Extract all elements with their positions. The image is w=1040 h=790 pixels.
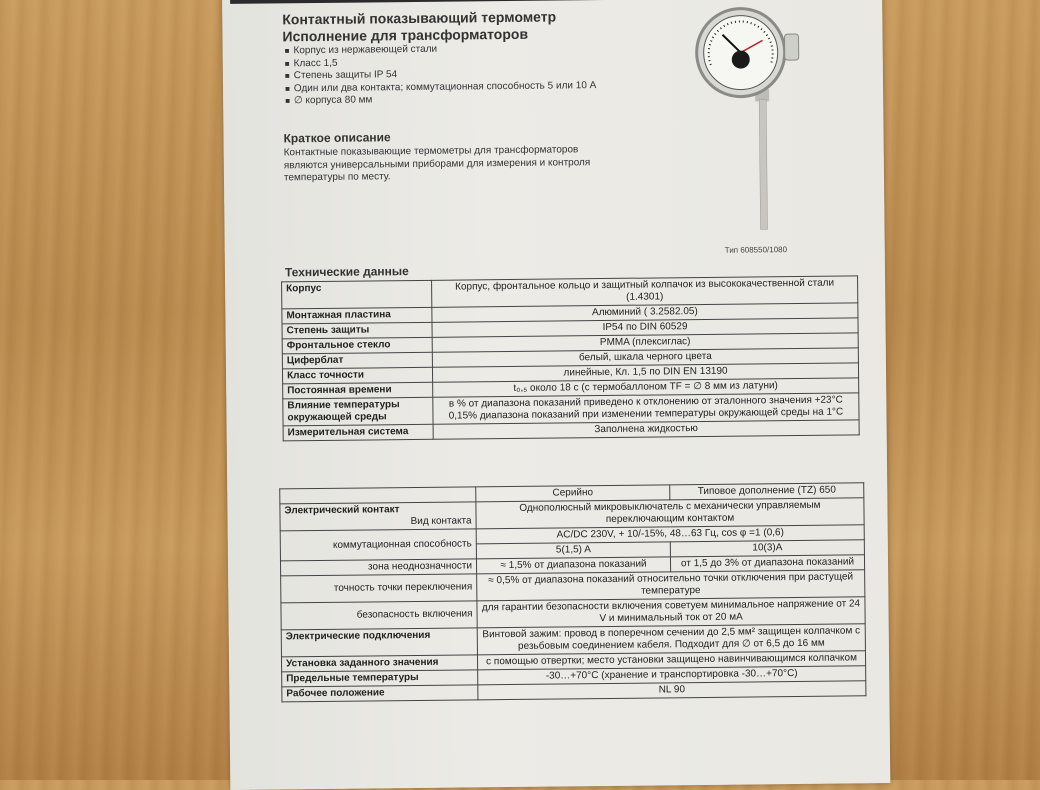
row-value: с помощью отвертки; место установки защищено навинчивающимся колпачком xyxy=(477,651,865,670)
title-line-2: Исполнение для трансформаторов xyxy=(282,25,529,45)
row-label: Фронтальное стекло xyxy=(282,337,432,354)
row-label: Электрические подключения xyxy=(281,628,477,657)
feature-item: ■ Класс 1,5 xyxy=(285,55,596,71)
image-caption: Тип 608550/1080 xyxy=(724,245,788,255)
page-title xyxy=(282,9,556,46)
row-label: Установка заданного значения xyxy=(281,655,477,672)
row-value-option: от 1,5 до 3% от диапазона показаний xyxy=(670,555,864,572)
row-value: NL 90 xyxy=(478,681,866,700)
row-label: Измерительная система xyxy=(283,424,433,441)
row-value: AC/DC 230V, + 10/-15%, 48…63 Гц, cos φ =1 (0,6) xyxy=(476,525,864,544)
row-value: Однополюсный микровыключатель с механически управляемым переключающим контактом xyxy=(476,498,864,529)
contact-data-table xyxy=(279,482,866,702)
row-value-option: 10(3)A xyxy=(670,540,864,557)
feature-item: ■ Корпус из нержавеющей стали xyxy=(285,42,596,58)
row-label: Рабочее положение xyxy=(282,685,478,702)
col-serial: Серийно xyxy=(476,485,670,502)
contact-type-label: Вид контакта xyxy=(410,515,472,528)
row-value: линейные, Кл. 1,5 по DIN EN 13190 xyxy=(432,363,858,382)
row-label: Влияние температуры окружающей среды xyxy=(283,397,433,426)
row-value: t₀,₅ около 18 с (с термобаллоном TF = ∅ 8 мм из латуни) xyxy=(433,378,859,397)
row-value: Корпус, фронтальное кольцо и защитный колпачок из высококачественной стали (1.4301) xyxy=(432,276,858,307)
datasheet-page xyxy=(222,0,890,790)
feature-item: ■ Степень защиты IP 54 xyxy=(285,67,596,83)
row-label: зона неоднозначности xyxy=(280,559,476,576)
row-label: Предельные температуры xyxy=(282,670,478,687)
row-label: коммутационная способность xyxy=(280,529,476,561)
tech-heading: Технические данные xyxy=(284,264,409,280)
row-label: Степень защиты xyxy=(282,322,432,339)
row-label: Корпус xyxy=(282,280,432,309)
row-value: белый, шкала черного цвета xyxy=(432,348,858,367)
row-label: безопасность включения xyxy=(281,601,477,630)
feature-item: ■ ∅ корпуса 80 мм xyxy=(285,92,596,108)
row-label: Монтажная пластина xyxy=(282,307,432,324)
row-label: точность точки переключения xyxy=(281,574,477,603)
feature-item: ■ Один или два контакта; коммутационная способность 5 или 10 A xyxy=(285,80,596,96)
title-line-1: Контактный показывающий термометр xyxy=(282,8,557,28)
row-label: Циферблат xyxy=(282,352,432,369)
row-value: Винтовой зажим: провод в поперечном сечении до 2,5 мм² защищен колпачком с резьбовым соединением кабеля. Подходит для ∅ от 6,5 до 16 мм xyxy=(477,624,865,655)
row-value: Алюминий ( 3.2582.05) xyxy=(432,303,858,322)
row-value: ≈ 0,5% от диапазона показаний относительно точки отключения при растущей температуре xyxy=(477,570,865,601)
row-label: Класс точности xyxy=(282,367,432,384)
electric-contact-label: Электрический контакт xyxy=(284,504,400,517)
tech-data-table xyxy=(281,275,860,441)
thermometer-illustration xyxy=(692,4,834,235)
row-value-serial: 5(1,5) A xyxy=(476,542,670,559)
brief-text: Контактные показывающие термометры для трансформаторов являются универсальными приборами для измерения и контроля температуры по месту. xyxy=(283,144,591,184)
feature-list xyxy=(285,42,597,108)
col-option: Типовое дополнение (TZ) 650 xyxy=(670,483,864,500)
row-value: в % от диапазона показаний приведено к отклонению от эталонного значения +23°C 0,15% диапазона показаний при изменении температуры окружающей среды на 1°C xyxy=(433,393,859,424)
row-value: -30…+70°C (хранение и транспортировка -30…+70°C) xyxy=(478,666,866,685)
row-value: IP54 по DIN 60529 xyxy=(432,318,858,337)
row-label xyxy=(280,502,476,531)
brief-heading: Краткое описание xyxy=(283,130,391,146)
row-value: PMMA (плексиглас) xyxy=(432,333,858,352)
row-value: для гарантии безопасности включения советуем минимальное напряжение от 24 V и минимальный ток от 20 мА xyxy=(477,597,865,628)
row-value: Заполнена жидкостью xyxy=(433,420,859,439)
row-value-serial: ≈ 1,5% от диапазона показаний xyxy=(476,557,670,574)
row-label: Постоянная времени xyxy=(283,382,433,399)
